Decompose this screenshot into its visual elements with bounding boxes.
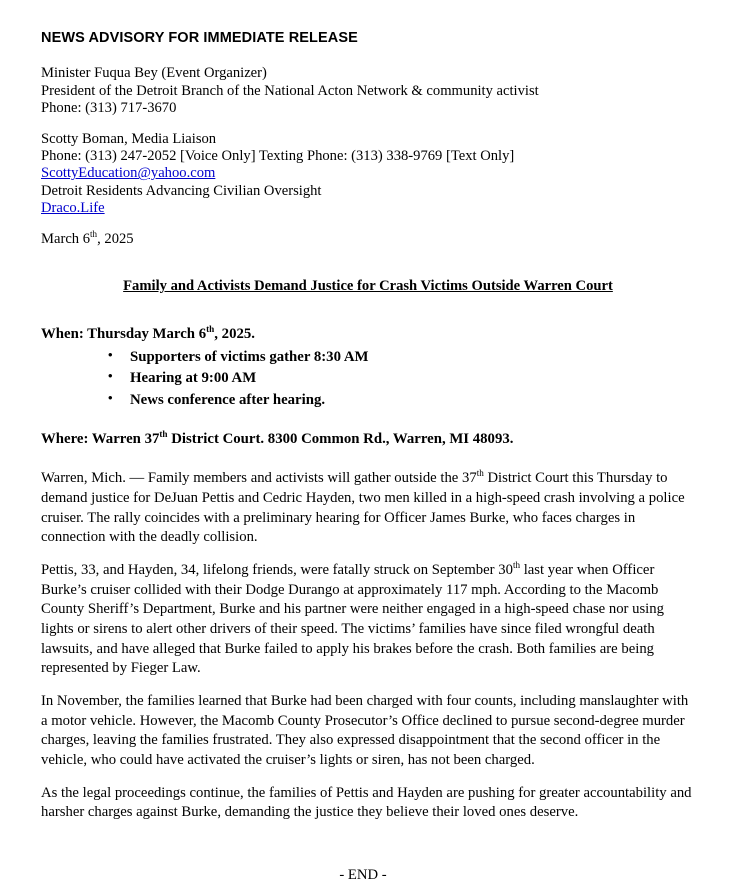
end-marker: - END - <box>339 867 387 884</box>
advisory-headline <box>41 278 695 296</box>
where-line <box>41 431 695 449</box>
where-suffix: District Court. 8300 Common Rd., Warren, MI 48093. <box>167 431 514 448</box>
where-spacer <box>41 411 695 431</box>
liaison-phone: Phone: (313) 247-2052 [Voice Only] Texting Phone: (313) 338-9769 [Text Only] <box>41 148 515 165</box>
end-spacer <box>41 823 695 867</box>
liaison-website-link[interactable]: Draco.Life <box>41 199 105 216</box>
document-content <box>41 30 695 884</box>
list-item: • News conference after hearing. <box>41 390 695 412</box>
where-prefix: Where: Warren 37 <box>41 431 160 448</box>
organizer-phone: Phone: (313) 717-3670 <box>41 99 177 116</box>
date-prefix: March 6 <box>41 231 91 248</box>
list-item: • Hearing at 9:00 AM <box>41 368 695 390</box>
p1-ordinal: th <box>476 468 484 479</box>
body-paragraph-4: As the legal proceedings continue, the families of Pettis and Hayden are pushing for greater accountability and harsher charges against Burke, demanding the justice they believe their loved ones deserve. <box>41 784 692 821</box>
p2-text-a: Pettis, 33, and Hayden, 34, lifelong friends, were fatally struck on September 30 <box>41 561 513 578</box>
liaison-email-link[interactable]: ScottyEducation@yahoo.com <box>41 165 216 182</box>
where-ordinal: th <box>159 429 168 440</box>
date-spacer <box>41 217 695 231</box>
p1-text-b: District Court this Thursday to demand justice for DeJuan Pettis and Cedric Hayden, two men killed in a high-speed crash involving a police cruiser. The rally coincides with a preliminary hearing for Officer James Burke, who faces charges in connection with the deadly collision. <box>41 470 685 546</box>
contact-block-organizer <box>41 65 695 117</box>
date-line <box>41 231 695 248</box>
liaison-name: Scotty Boman, Media Liaison <box>41 131 217 148</box>
organizer-name: Minister Fuqua Bey (Event Organizer) <box>41 65 267 82</box>
when-suffix: , 2025. <box>214 325 255 342</box>
headline-top-spacer <box>41 248 695 278</box>
p2-ordinal: th <box>512 560 521 570</box>
date-suffix: , 2025 <box>97 231 134 248</box>
list-item: • Supporters of victims gather 8:30 AM <box>41 347 695 369</box>
when-line <box>41 323 695 344</box>
headline-bottom-spacer <box>41 296 695 326</box>
p1-text-a: Warren, Mich. — Family members and activists will gather outside the 37 <box>41 470 477 487</box>
organizer-role: President of the Detroit Branch of the National Acton Network & community activist <box>41 82 539 99</box>
liaison-organization: Detroit Residents Advancing Civilian Oversight <box>41 182 322 199</box>
event-schedule-list <box>41 347 695 412</box>
body-paragraph-2 <box>41 561 695 679</box>
contact-spacer <box>41 117 695 131</box>
advisory-headline-text: Family and Activists Demand Justice for Crash Victims Outside Warren Court <box>123 278 613 295</box>
body-top-spacer <box>41 449 695 469</box>
when-ordinal: th <box>206 323 215 334</box>
body-paragraph-3: In November, the families learned that Burke had been charged with four counts, including manslaughter with a motor vehicle. However, the Macomb County Prosecutor’s Office declined to pursue second-degree murder charges, leaving the families frustrated. They also expressed disappointment that the second officer in the vehicle, who could have activated the cruiser’s lights or siren, has not been charged. <box>41 693 689 769</box>
p2-text-b: last year when Officer Burke’s cruiser collided with their Dodge Durango at approximately 117 mph. According to the Macomb County Sheriff’s Department, Burke and his partner were neither engaged in a high-speed chase nor using lights or sirens to alert other drivers of their speed. The victims’ families have since filed wrongful death lawsuits, and have alleged that Burke failed to apply his brakes before the crash. Both families are being represented by Fieger Law. <box>41 561 664 677</box>
contact-block-media-liaison <box>41 131 695 217</box>
body-paragraph-1 <box>41 469 695 548</box>
date-ordinal: th <box>90 229 98 240</box>
when-prefix: When: Thursday March 6 <box>41 325 207 342</box>
page-title: NEWS ADVISORY FOR IMMEDIATE RELEASE <box>41 30 358 46</box>
